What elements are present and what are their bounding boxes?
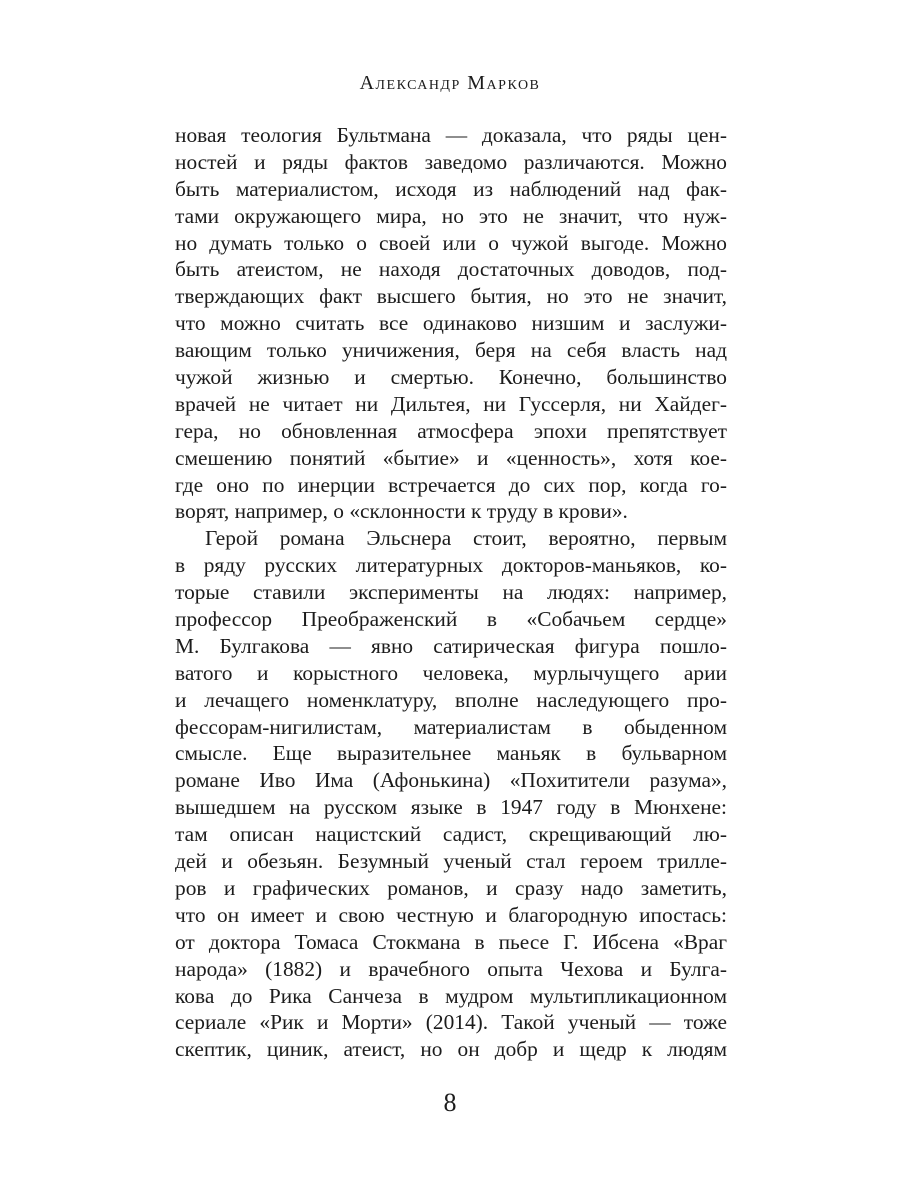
text-line: но думать только о своей или о чужой выгоде. Можно [175,230,727,255]
text-line: Герой романа Эльснера стоит, вероятно, первым [205,526,727,551]
text-line: что можно считать все одинаково низшим и заслужи- [175,311,727,336]
text-line: новая теология Бультмана — доказала, что ряды цен- [175,123,727,147]
running-head-author: Александр Марков [359,72,541,94]
paragraph-2 [175,525,727,1063]
text-line: гера, но обновленная атмосфера эпохи препятствует [175,418,727,443]
text-line: врачей не читает ни Дильтея, ни Гуссерля, ни Хайдег- [175,391,727,416]
text-line: там описан нацистский садист, скрещивающий лю- [175,822,727,847]
text-line: кова до Рика Санчеза в мудром мультипликационном [175,983,727,1008]
text-line: чужой жизнью и смертью. Конечно, большинство [175,365,727,390]
text-line: смешению понятий «бытие» и «ценность», хотя кое- [175,445,727,470]
text-line: и лечащего номенклатуру, вполне наследующего про- [175,687,727,712]
text-line: торые ставили эксперименты на людях: например, [175,580,727,605]
text-line: тверждающих факт высшего бытия, но это не значит, [175,284,727,309]
text-line: быть атеистом, не находя достаточных доводов, под- [175,257,727,282]
text-line: вышедшем на русском языке в 1947 году в Мюнхене: [175,795,727,820]
text-line: ностей и ряды фактов заведомо различаются. Можно [175,149,727,174]
text-line: быть материалистом, исходя из наблюдений над фак- [175,176,727,201]
text-line: вающим только уничижения, беря на себя власть над [175,338,727,363]
text-line: народа» (1882) и врачебного опыта Чехова и Булга- [175,956,727,981]
text-line: скептик, циник, атеист, но он добр и щедр к людям [175,1037,727,1062]
text-line: сериале «Рик и Морти» (2014). Такой ученый — тоже [175,1010,727,1035]
text-line: ров и графических романов, и сразу надо заметить, [175,875,727,900]
page-number: 8 [443,1088,457,1117]
text-line: смысле. Еще выразительнее маньяк в бульварном [175,741,727,766]
text-line: дей и обезьян. Безумный ученый стал героем трилле- [175,849,727,874]
text-line: романе Иво Има (Афонькина) «Похитители разума», [175,768,727,793]
text-line: тами окружающего мира, но это не значит, что нуж- [175,203,727,228]
paragraph-1 [175,122,727,525]
text-line: где оно по инерции встречается до сих пор, когда го- [175,472,727,497]
text-line: ватого и корыстного человека, мурлычущего арии [175,660,727,685]
text-line: ворят, например, о «склонности к труду в крови». [175,499,628,524]
text-line: профессор Преображенский в «Собачьем сердце» [175,607,727,632]
text-line: фессорам-нигилистам, материалистам в обыденном [175,714,727,739]
text-line: М. Булгакова — явно сатирическая фигура пошло- [175,633,727,658]
text-line: что он имеет и свою честную и благородную ипостась: [175,902,727,927]
text-line: от доктора Томаса Стокмана в пьесе Г. Ибсена «Враг [175,929,727,954]
body-text [175,122,727,1063]
text-line: в ряду русских литературных докторов-маньяков, ко- [175,553,727,578]
